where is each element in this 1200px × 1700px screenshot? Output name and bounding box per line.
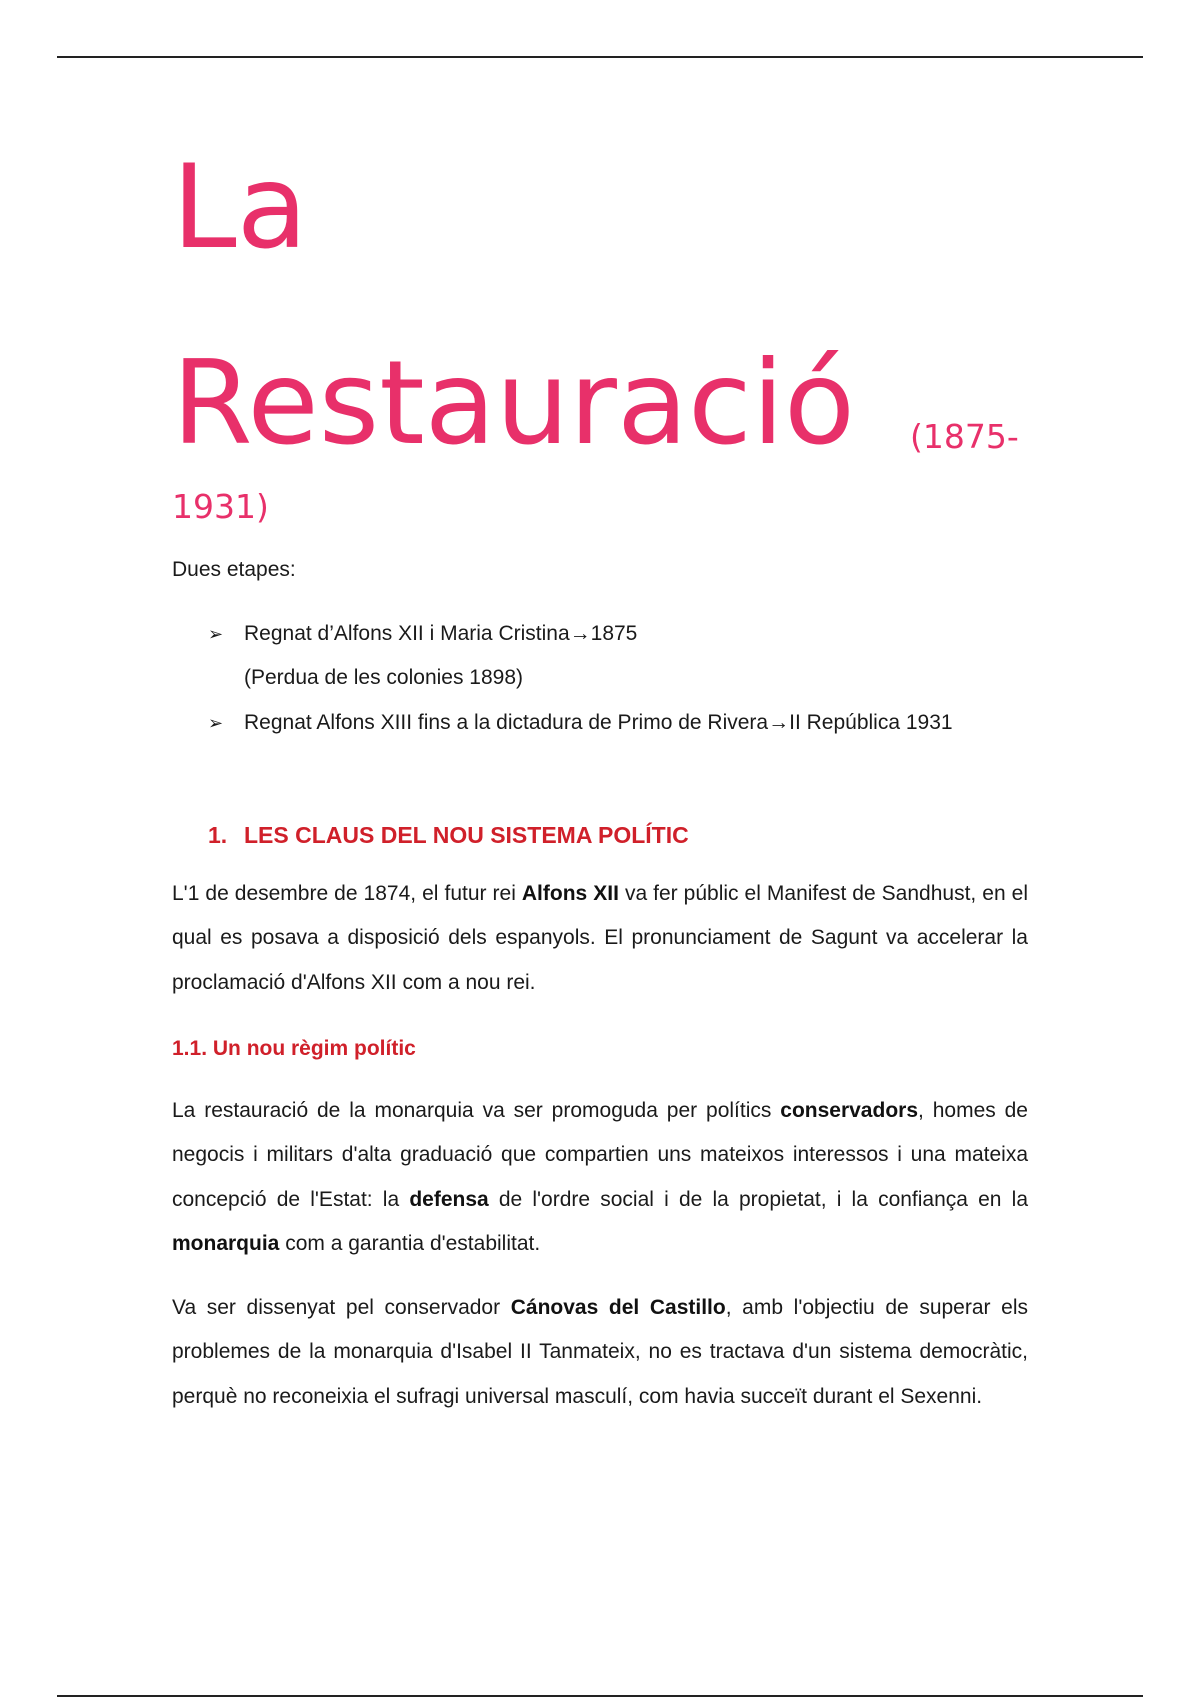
bold-text: conservadors bbox=[780, 1099, 918, 1122]
bold-text: Cánovas del Castillo bbox=[510, 1296, 726, 1319]
title-years-end: 1931) bbox=[172, 487, 269, 526]
paragraph-text: , amb l'objectiu de superar els problemes de la monarquia d'Isabel II Tanmateix, no es tractava d'un sistema democràtic, perquè no reconeixia el sufragi universal masculí, com havia succeït durant el Sexenni. bbox=[172, 1296, 1028, 1408]
bold-text: Alfons XII bbox=[521, 882, 619, 905]
list-item bbox=[208, 612, 637, 656]
subsection-heading: 1.1. Un nou règim polític bbox=[172, 1037, 416, 1060]
top-rule bbox=[57, 56, 1143, 58]
paragraph-text: L'1 de desembre de 1874, el futur rei bbox=[172, 882, 522, 905]
paragraph-text: Va ser dissenyat pel conservador bbox=[172, 1296, 511, 1319]
arrow-bullet-icon: ➢ bbox=[208, 713, 224, 733]
paragraph-2 bbox=[172, 1089, 1028, 1266]
bold-text: monarquia bbox=[172, 1231, 280, 1255]
title-years-start: (1875- bbox=[910, 417, 1019, 456]
paragraph-text: , homes de negocis i militars d'alta graduació que compartien uns mateixos interessos i una mateixa concepció de l'Estat: la bbox=[172, 1099, 1028, 1211]
paragraph-text: va fer públic el Manifest de Sandhust, en el qual es posava a disposició dels espanyols. El pronunciament de Sagunt va accelerar la proclamació d'Alfons XII com a nou rei. bbox=[172, 882, 1028, 994]
bottom-rule bbox=[57, 1695, 1143, 1697]
paragraph-text: com a garantia d'estabilitat. bbox=[279, 1231, 541, 1255]
section-heading-text: LES CLAUS DEL NOU SISTEMA POLÍTIC bbox=[244, 822, 689, 848]
paragraph-1 bbox=[172, 872, 1028, 1005]
section-number: 1. bbox=[208, 822, 228, 848]
paragraph-text: de l'ordre social i de la propietat, i la confiança en la bbox=[488, 1187, 1029, 1211]
paragraph-text: La restauració de la monarquia va ser promoguda per polítics bbox=[172, 1099, 781, 1122]
list-item-text: Regnat Alfons XIII fins a la dictadura de Primo de Rivera→II República 1931 bbox=[244, 711, 953, 734]
title-line-2: Restauració bbox=[172, 336, 856, 471]
title-line-1: La bbox=[172, 140, 308, 275]
intro-text: Dues etapes: bbox=[172, 558, 296, 581]
bold-text: defensa bbox=[409, 1187, 489, 1211]
list-item-subtext: (Perdua de les colonies 1898) bbox=[244, 666, 524, 689]
list-item bbox=[208, 701, 953, 745]
paragraph-3 bbox=[172, 1286, 1028, 1419]
list-item-text: Regnat d’Alfons XII i Maria Cristina→1875 bbox=[244, 622, 638, 645]
arrow-bullet-icon: ➢ bbox=[208, 624, 224, 644]
section-heading bbox=[208, 815, 689, 855]
